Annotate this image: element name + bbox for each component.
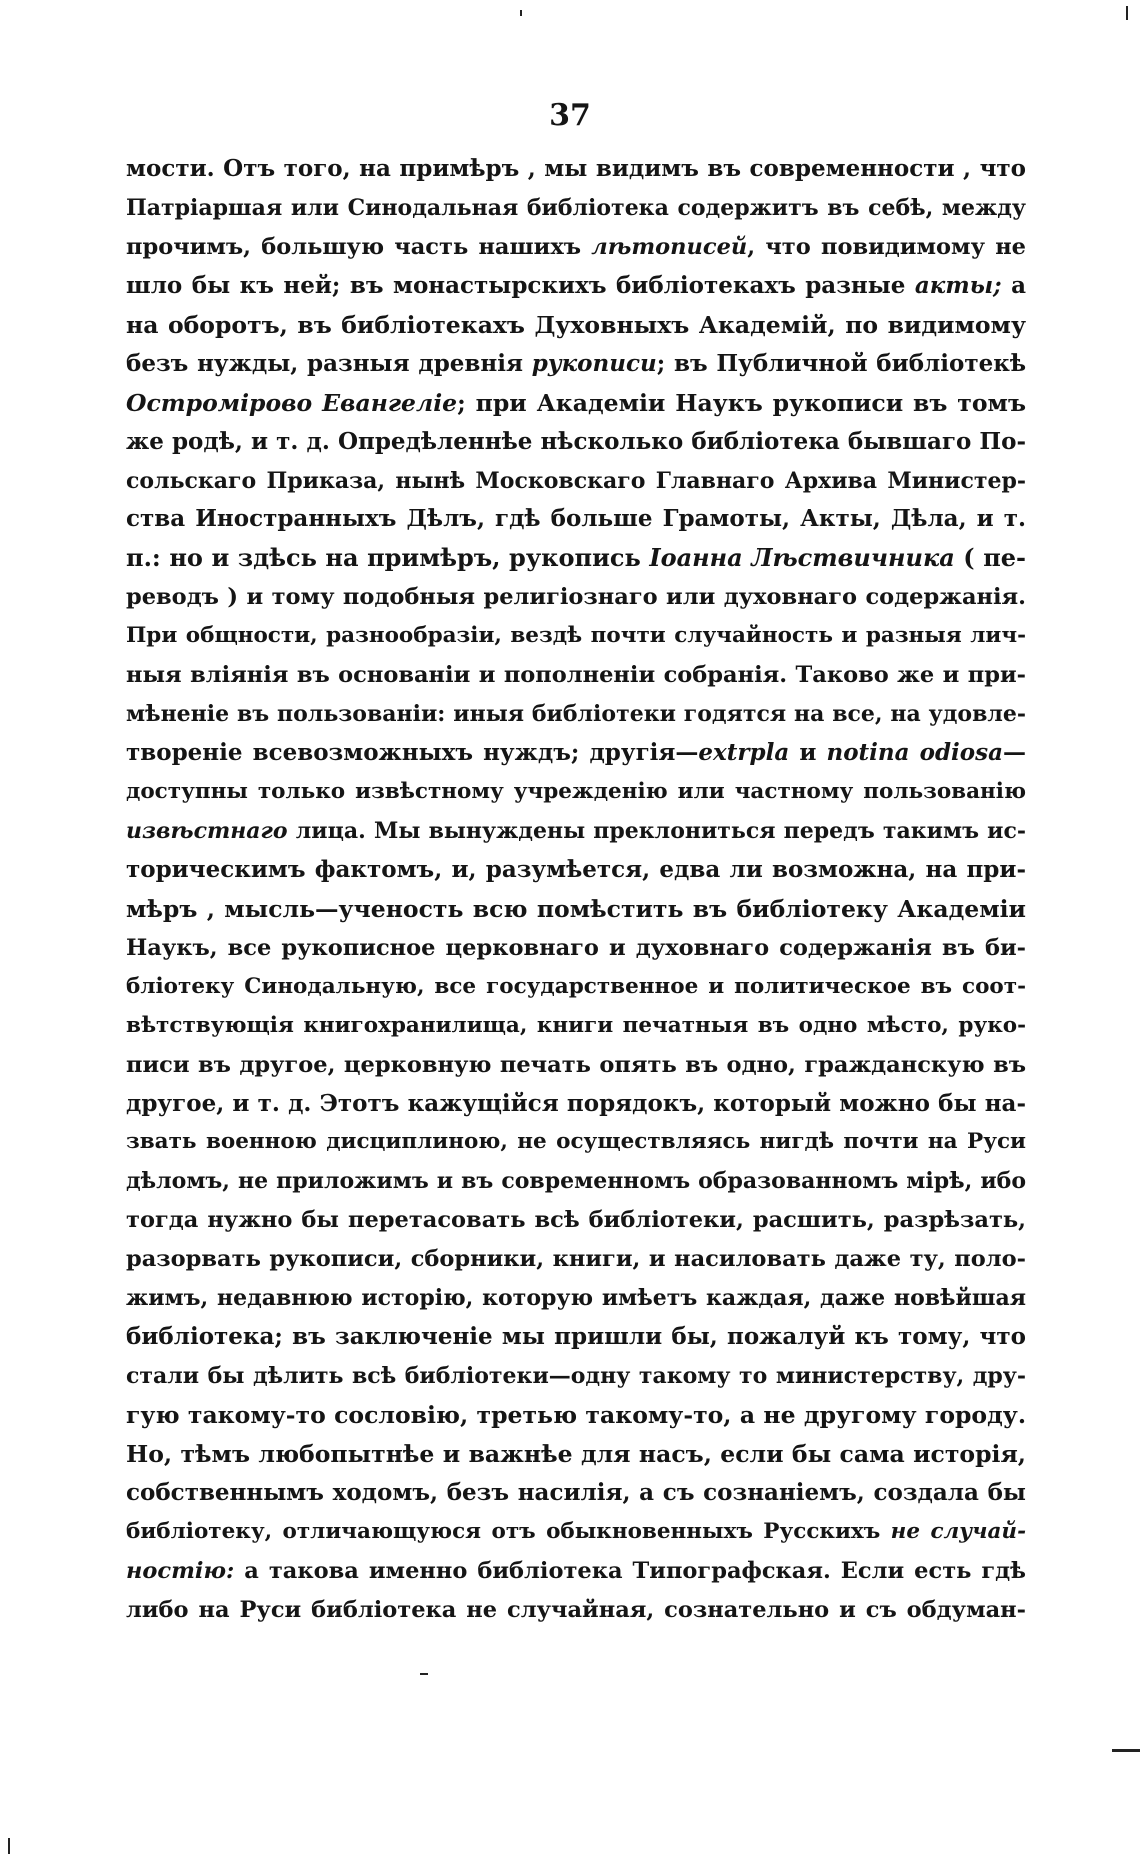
text-line bbox=[126, 462, 1026, 501]
italic-run: акты; bbox=[914, 271, 1002, 299]
text-line bbox=[126, 500, 1026, 539]
text-run: — bbox=[1003, 739, 1026, 767]
text-run: тогда нужно бы перетасовать всѣ библіотеки, расшить, разрѣзать, bbox=[126, 1207, 1026, 1234]
text-line bbox=[126, 656, 1026, 695]
text-line bbox=[126, 539, 1026, 578]
text-line bbox=[126, 423, 1026, 462]
scan-speck bbox=[420, 1673, 428, 1675]
text-run: безъ нужды, разныя древнія bbox=[126, 349, 532, 377]
text-run: стали бы дѣлить всѣ библіотеки—одну такому то министерству, дру- bbox=[126, 1363, 1026, 1390]
text-run: п.: но и здѣсь на примѣръ, рукопись bbox=[126, 543, 650, 573]
text-line bbox=[126, 1201, 1026, 1240]
text-line bbox=[126, 150, 1026, 189]
text-line bbox=[126, 1435, 1026, 1474]
text-run: ; при Академіи Наукъ рукописи въ томъ bbox=[457, 388, 1026, 417]
text-run: мѣръ , мысль—ученость всю помѣстить въ библіотеку Академіи bbox=[126, 894, 1026, 923]
text-run: твореніе всевозможныхъ нуждъ; другія— bbox=[126, 739, 699, 767]
text-run: ныя вліянія въ основаніи и пополненіи собранія. Таково же и при- bbox=[126, 662, 1026, 689]
text-run: а bbox=[1001, 271, 1026, 299]
scan-speck bbox=[1126, 6, 1128, 20]
text-run: , что повидимому не bbox=[747, 233, 1026, 260]
text-run: бліотеку Синодальную, все государственное и политическое въ соот- bbox=[126, 973, 1026, 999]
text-run: же родѣ, и т. д. Опредѣленнѣе нѣсколько библіотека бывшаго По- bbox=[126, 427, 1026, 455]
text-run: торическимъ фактомъ, и, разумѣется, едва ли возможна, на при- bbox=[126, 855, 1026, 883]
text-line bbox=[126, 384, 1026, 423]
text-line bbox=[126, 695, 1026, 734]
text-run: доступны только извѣстному учрежденію или частному пользованію bbox=[126, 779, 1026, 804]
text-run: При общности, разнообразіи, вездѣ почти случайность и разныя лич- bbox=[126, 623, 1026, 649]
text-line bbox=[126, 1474, 1026, 1513]
italic-run: extrpla bbox=[698, 739, 790, 767]
italic-run: Остромірово Евангеліе bbox=[126, 388, 458, 417]
italic-run: Іоанна Лѣствичника bbox=[649, 543, 955, 573]
text-run: вѣтствующія книгохранилища, книги печатныя въ одно мѣсто, руко- bbox=[126, 1012, 1026, 1038]
text-line bbox=[126, 1123, 1026, 1162]
text-line bbox=[126, 1007, 1026, 1046]
text-line bbox=[126, 578, 1026, 617]
text-run: жимъ, недавнюю исторію, которую имѣетъ каждая, даже новѣйшая bbox=[126, 1285, 1026, 1312]
text-run: мѣненіе въ пользованіи: иныя библіотеки годятся на все, на удовле- bbox=[126, 701, 1026, 728]
scan-speck bbox=[8, 1838, 10, 1854]
text-line bbox=[126, 267, 1026, 306]
text-line bbox=[126, 345, 1026, 384]
page-number: 37 bbox=[549, 98, 591, 133]
text-run: собственнымъ ходомъ, безъ насилія, а съ сознаніемъ, создала бы bbox=[126, 1478, 1026, 1506]
italic-run: не случай- bbox=[890, 1518, 1026, 1544]
text-run: дѣломъ, не приложимъ и въ современномъ образованномъ мірѣ, ибо bbox=[126, 1168, 1026, 1195]
text-line bbox=[126, 1591, 1026, 1630]
text-run: а такова именно библіотека Типографская. Если есть гдѣ bbox=[234, 1557, 1026, 1584]
text-line bbox=[126, 228, 1026, 267]
italic-run: извѣстнаго bbox=[126, 817, 288, 844]
italic-run: рукописи bbox=[531, 349, 657, 377]
text-line bbox=[126, 929, 1026, 968]
text-line bbox=[126, 1513, 1026, 1552]
text-run: ( пе- bbox=[954, 543, 1026, 573]
text-line bbox=[126, 890, 1026, 929]
text-run: либо на Руси библіотека не случайная, сознательно и съ обдуман- bbox=[126, 1596, 1026, 1623]
text-run: ства Иностранныхъ Дѣлъ, гдѣ больше Грамоты, Акты, Дѣла, и т. bbox=[126, 505, 1026, 533]
italic-run: ностію: bbox=[126, 1557, 235, 1584]
text-run: другое, и т. д. Этотъ кажущійся порядокъ, который можно бы на- bbox=[126, 1089, 1026, 1117]
text-run: разорвать рукописи, сборники, книги, и насиловать даже ту, поло- bbox=[126, 1246, 1026, 1273]
text-run: звать военною дисциплиною, не осуществляясь нигдѣ почти на Руси bbox=[126, 1129, 1026, 1155]
text-run: лица. Мы вынуждены преклониться передъ такимъ ис- bbox=[287, 817, 1026, 844]
text-run: мости. Отъ того, на примѣръ , мы видимъ въ современности , что bbox=[126, 155, 1026, 182]
text-line bbox=[126, 1318, 1026, 1357]
text-run: ; въ Публичной библіотекѣ bbox=[656, 349, 1026, 377]
text-line bbox=[126, 306, 1026, 345]
text-run: прочимъ, большую часть нашихъ bbox=[126, 233, 592, 260]
text-run: библіотека; въ заключеніе мы пришли бы, пожалуй къ тому, что bbox=[126, 1323, 1026, 1351]
text-line bbox=[126, 189, 1026, 228]
text-run: Но, тѣмъ любопытнѣе и важнѣе для насъ, если бы сама исторія, bbox=[126, 1439, 1026, 1468]
text-line bbox=[126, 1240, 1026, 1279]
text-line bbox=[126, 812, 1026, 851]
text-line bbox=[126, 1357, 1026, 1396]
scan-speck bbox=[520, 10, 522, 16]
text-run: писи въ другое, церковную печать опять въ одно, гражданскую въ bbox=[126, 1051, 1026, 1078]
text-run: шло бы къ ней; въ монастырскихъ библіотекахъ разные bbox=[126, 271, 915, 299]
text-line bbox=[126, 1046, 1026, 1085]
text-run: библіотеку, отличающуюся отъ обыкновенныхъ Русскихъ bbox=[126, 1518, 891, 1544]
text-line bbox=[126, 617, 1026, 656]
text-run: Патріаршая или Синодальная библіотека содержитъ въ себѣ, между bbox=[126, 194, 1026, 221]
text-run: и bbox=[789, 739, 827, 767]
text-run: реводъ ) и тому подобныя религіознаго или духовнаго содержанія. bbox=[126, 584, 1026, 611]
text-line bbox=[126, 734, 1026, 773]
text-line bbox=[126, 1279, 1026, 1318]
text-line bbox=[126, 968, 1026, 1007]
text-run: сольскаго Приказа, нынѣ Московскаго Главнаго Архива Министер- bbox=[126, 467, 1026, 494]
text-line bbox=[126, 1396, 1026, 1435]
scan-speck bbox=[1112, 1749, 1140, 1752]
text-line bbox=[126, 1552, 1026, 1591]
text-line bbox=[126, 773, 1026, 812]
text-line bbox=[126, 1085, 1026, 1124]
text-run: на оборотъ, въ библіотекахъ Духовныхъ Академій, по видимому bbox=[126, 310, 1026, 339]
italic-run: лѣтописей bbox=[591, 233, 748, 260]
text-run: гую такому-то сословію, третью такому-то, а не другому городу. bbox=[126, 1401, 1026, 1429]
body-text bbox=[126, 150, 1026, 1630]
text-line bbox=[126, 851, 1026, 890]
text-line bbox=[126, 1162, 1026, 1201]
text-run: Наукъ, все рукописное церковнаго и духовнаго содержанія въ би- bbox=[126, 934, 1026, 961]
italic-run: notina odiosa bbox=[826, 739, 1003, 767]
